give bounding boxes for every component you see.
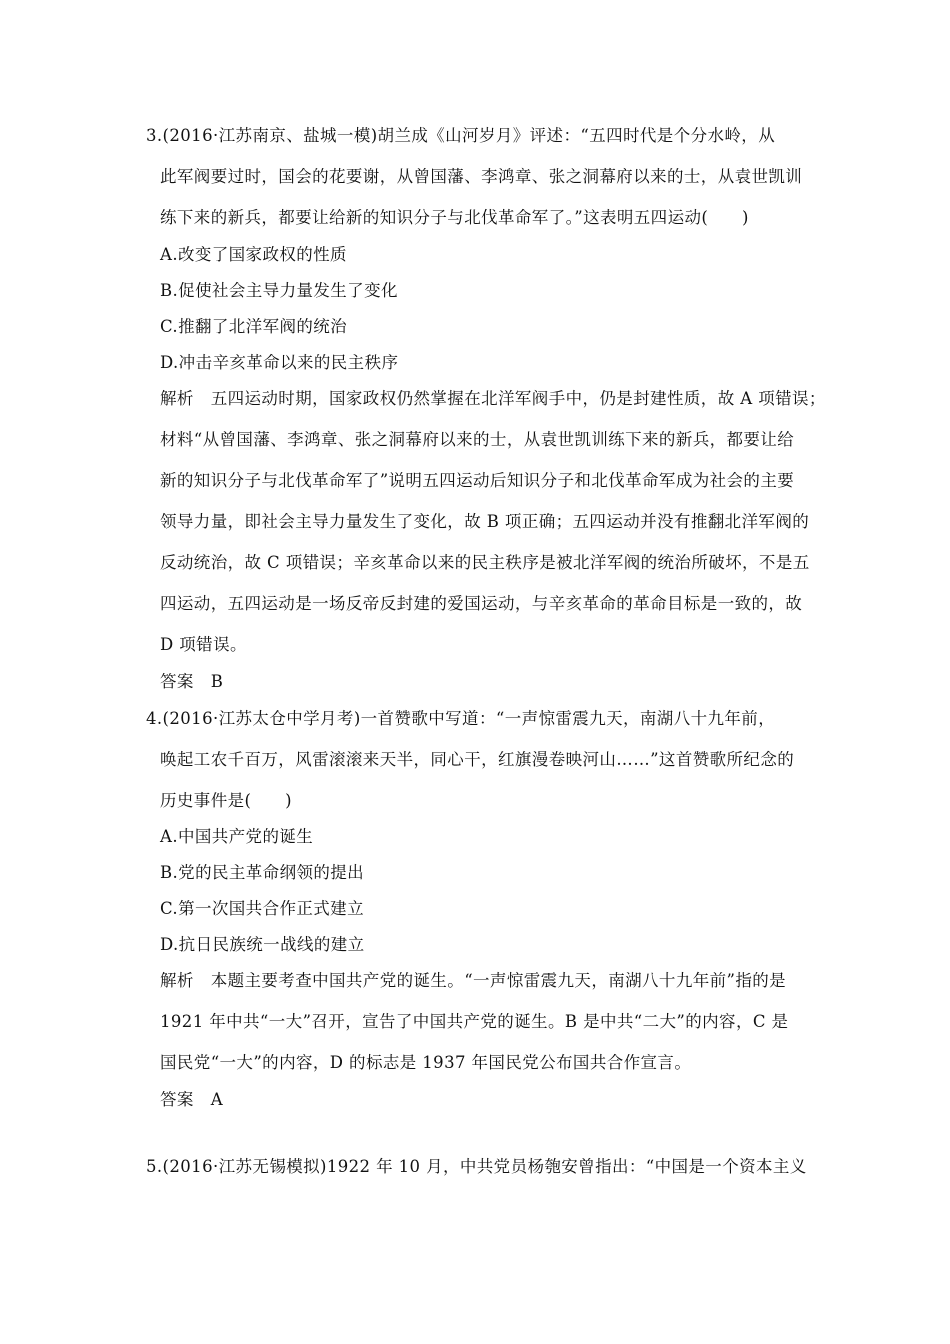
question-4-option-d: D.抗日民族统一战线的建立: [160, 935, 365, 954]
question-3-answer: 答案 B: [160, 672, 224, 691]
question-4-stem-line-3: 历史事件是( ): [160, 791, 292, 810]
question-3-stem-line-3: 练下来的新兵，都要让给新的知识分子与北伐革命军了。”这表明五四运动( ): [160, 208, 749, 227]
question-3-option-b: B.促使社会主导力量发生了变化: [160, 281, 398, 300]
question-4-option-b: B.党的民主革命纲领的提出: [160, 863, 365, 882]
question-3-analysis-line-7: D 项错误。: [160, 635, 247, 654]
question-3-stem-line-2: 此军阀要过时，国会的花要谢，从曾国藩、李鸿章、张之洞幕府以来的士，从袁世凯训: [160, 167, 803, 186]
question-3-option-a: A.改变了国家政权的性质: [160, 245, 347, 264]
question-3-analysis-line-6: 四运动，五四运动是一场反帝反封建的爱国运动，与辛亥革命的革命目标是一致的，故: [160, 594, 803, 613]
question-4-answer: 答案 A: [160, 1090, 224, 1109]
question-3-option-d: D.冲击辛亥革命以来的民主秩序: [160, 353, 399, 372]
question-4-analysis-line-1: 解析 本题主要考查中国共产党的诞生。“一声惊雷震九天，南湖八十九年前”指的是: [160, 971, 787, 990]
question-3-analysis-line-3: 新的知识分子与北伐革命军了”说明五四运动后知识分子和北伐革命军成为社会的主要: [160, 471, 795, 490]
question-4-analysis-line-3: 国民党“一大”的内容，D 的标志是 1937 年国民党公布国共合作宣言。: [160, 1053, 692, 1072]
question-4-option-a: A.中国共产党的诞生: [160, 827, 314, 846]
question-3-analysis-line-5: 反动统治，故 C 项错误；辛亥革命以来的民主秩序是被北洋军阀的统治所破坏，不是五: [160, 553, 810, 572]
question-3-option-c: C.推翻了北洋军阀的统治: [160, 317, 348, 336]
question-4-stem-line-2: 唤起工农千百万，风雷滚滚来天半，同心干，红旗漫卷映河山……”这首赞歌所纪念的: [160, 750, 795, 769]
question-5-stem-line-1: 5.(2016·江苏无锡模拟)1922 年 10 月，中共党员杨匏安曾指出：“中国是一个资本主义: [146, 1157, 807, 1176]
question-3-stem-line-1: 3.(2016·江苏南京、盐城一模)胡兰成《山河岁月》评述：“五四时代是个分水岭，从: [146, 126, 776, 145]
question-3-analysis-line-2: 材料“从曾国藩、李鸿章、张之洞幕府以来的士，从袁世凯训练下来的新兵，都要让给: [160, 430, 795, 449]
question-3-analysis-line-1: 解析 五四运动时期，国家政权仍然掌握在北洋军阀手中，仍是封建性质，故 A 项错误；: [160, 389, 826, 408]
question-4-analysis-line-2: 1921 年中共“一大”召开，宣告了中国共产党的诞生。B 是中共“二大”的内容，C 是: [160, 1012, 789, 1031]
question-4-option-c: C.第一次国共合作正式建立: [160, 899, 364, 918]
question-3-analysis-line-4: 领导力量，即社会主导力量发生了变化，故 B 项正确；五四运动并没有推翻北洋军阀的: [160, 512, 810, 531]
question-4-stem-line-1: 4.(2016·江苏太仓中学月考)一首赞歌中写道：“一声惊雷震九天，南湖八十九年前，: [146, 709, 776, 728]
